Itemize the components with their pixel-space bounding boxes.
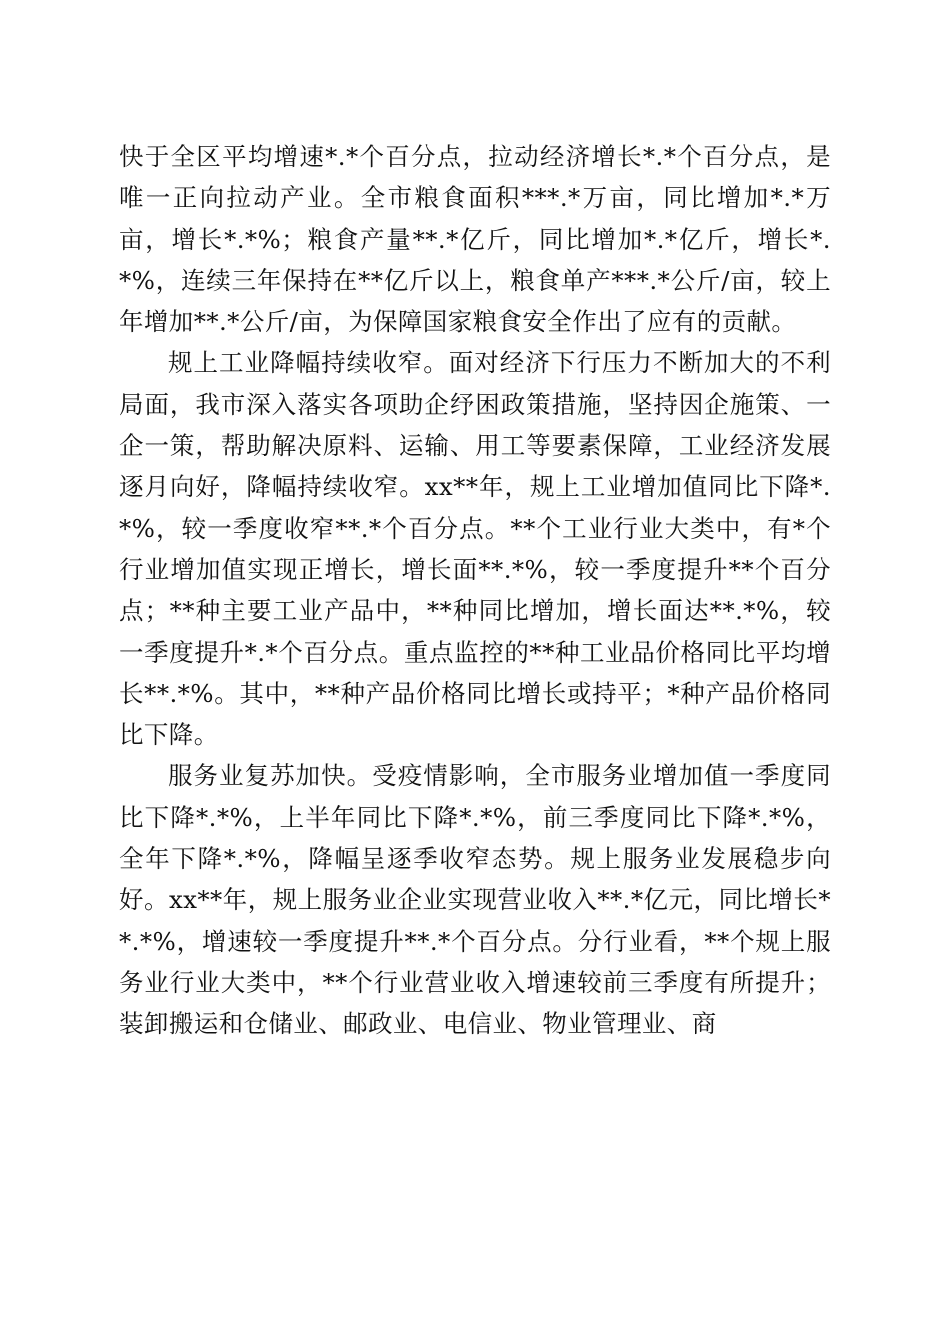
paragraph-industry: 规上工业降幅持续收窄。面对经济下行压力不断加大的不利局面，我市深入落实各项助企纾困政策措施，坚持因企施策、一企一策，帮助解决原料、运输、用工等要素保障，工业经济发展逐月向好，降幅持续收窄。xx**年，规上工业增加值同比下降*.*%，较一季度收窄**.*个百分点。**个工业行业大类中，有*个行业增加值实现正增长，增长面**.*%，较一季度提升**个百分点；**种主要工业产品中，**种同比增加，增长面达**.*%，较一季度提升*.*个百分点。重点监控的**种工业品价格同比平均增长**.*%。其中，**种产品价格同比增长或持平；*种产品价格同比下降。: [119, 348, 831, 750]
paragraph-services: 服务业复苏加快。受疫情影响，全市服务业增加值一季度同比下降*.*%，上半年同比下降*.*%，前三季度同比下降*.*%，全年下降*.*%，降幅呈逐季收窄态势。规上服务业发展稳步向好。xx**年，规上服务业企业实现营业收入**.*亿元，同比增长**.*%，增速较一季度提升**.*个百分点。分行业看，**个规上服务业行业大类中，**个行业营业收入增速较前三季度有所提升；装卸搬运和仓储业、邮政业、电信业、物业管理业、商: [119, 761, 831, 1039]
paragraph-agriculture: 快于全区平均增速*.*个百分点，拉动经济增长*.*个百分点，是唯一正向拉动产业。全市粮食面积***.*万亩，同比增加*.*万亩，增长*.*%；粮食产量**.*亿斤，同比增加*.*亿斤，增长*.*%，连续三年保持在**亿斤以上，粮食单产***.*公斤/亩，较上年增加**.*公斤/亩，为保障国家粮食安全作出了应有的贡献。: [119, 142, 831, 337]
body-text: [119, 136, 831, 1045]
